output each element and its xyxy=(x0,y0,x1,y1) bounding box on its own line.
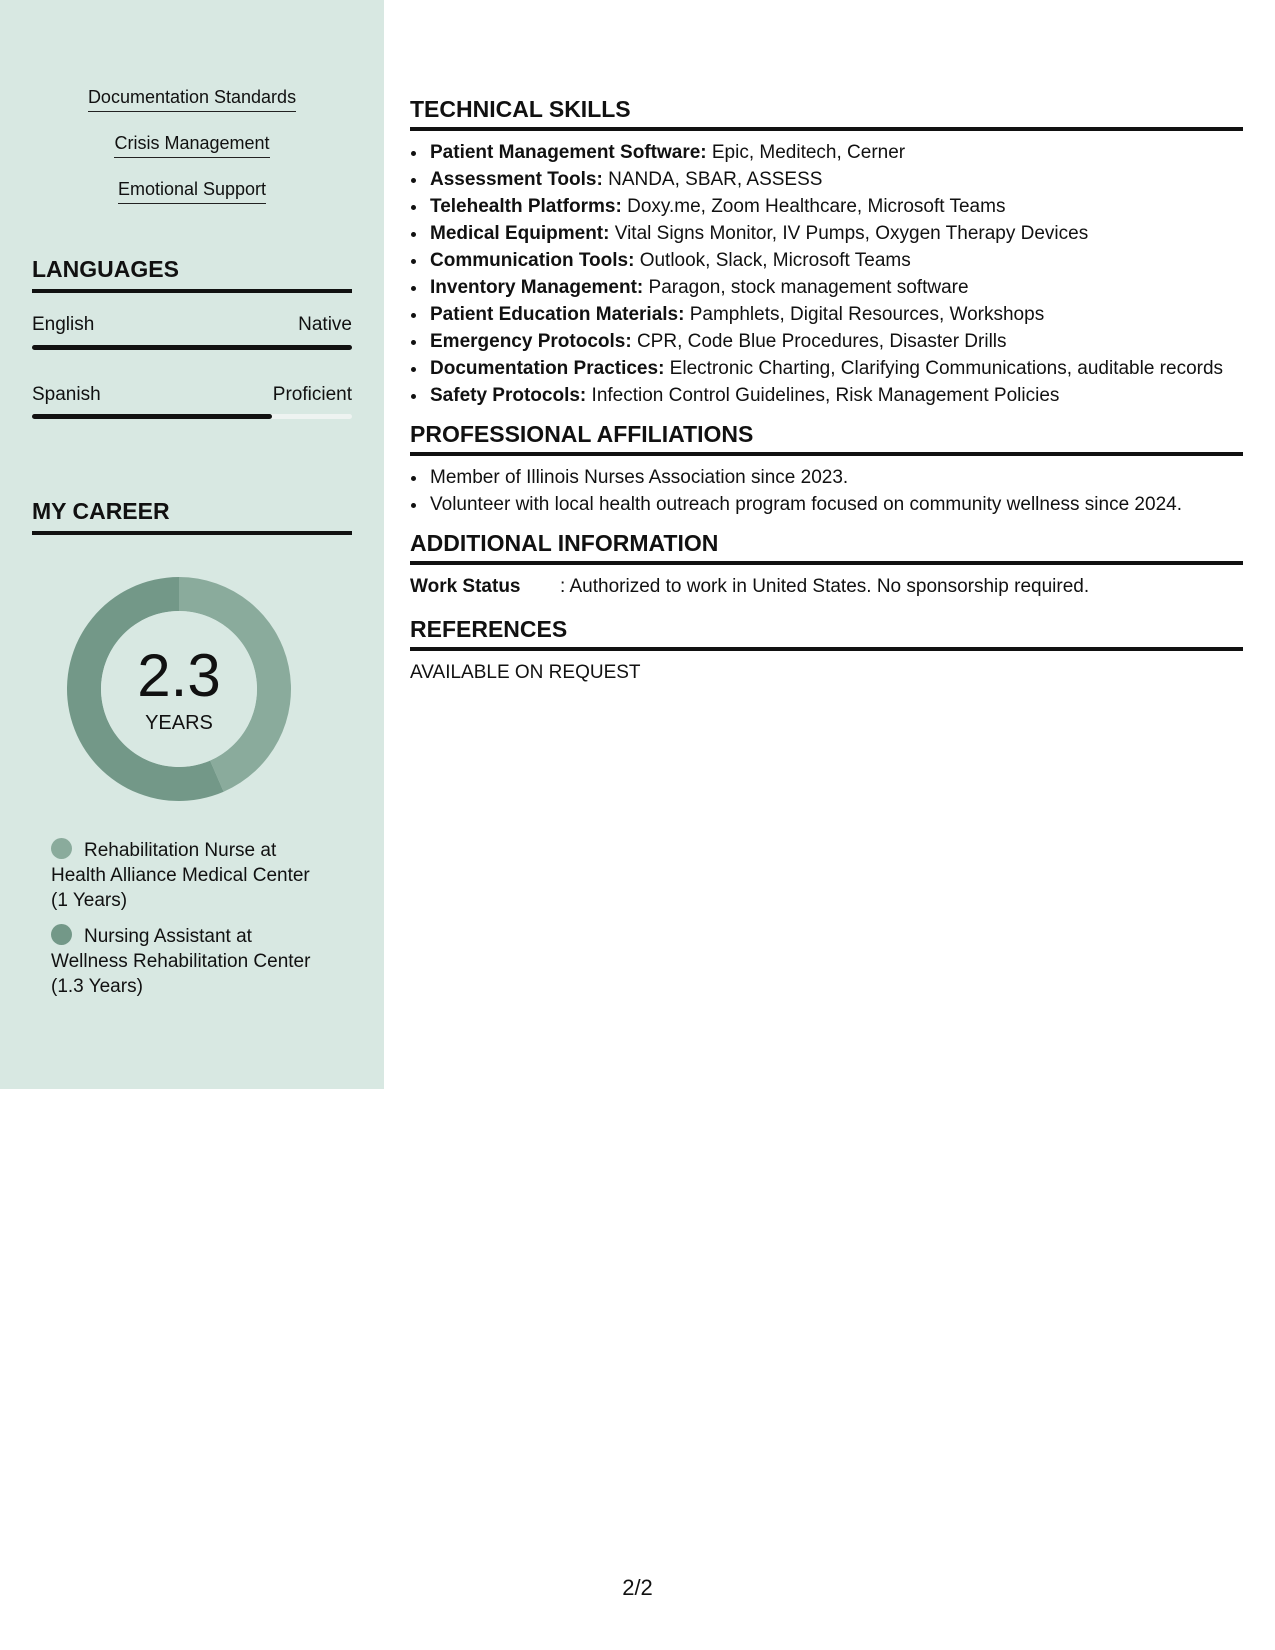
technical-skill-label: Communication Tools: xyxy=(430,250,635,271)
language-bar xyxy=(32,414,352,419)
technical-skill-label: Telehealth Platforms: xyxy=(430,196,622,217)
language-bar-fill xyxy=(32,414,272,419)
technical-skill-value: Vital Signs Monitor, IV Pumps, Oxygen Therapy Devices xyxy=(609,223,1089,244)
career-entry xyxy=(51,924,321,999)
technical-skill-label: Safety Protocols: xyxy=(430,385,587,406)
technical-skill-value: Epic, Meditech, Cerner xyxy=(706,142,906,163)
language-row xyxy=(32,384,352,406)
language-name: Spanish xyxy=(32,384,101,405)
skill-tag: Emotional Support xyxy=(118,178,266,204)
technical-skill-value: Infection Control Guidelines, Risk Management Policies xyxy=(586,385,1060,406)
technical-skill-item xyxy=(428,274,1243,301)
technical-skill-value: Doxy.me, Zoom Healthcare, Microsoft Teams xyxy=(621,196,1006,217)
sidebar xyxy=(0,0,384,1089)
career-entry-text: Rehabilitation Nurse at Health Alliance Medical Center (1 Years) xyxy=(51,840,310,911)
career-entry xyxy=(51,838,321,913)
technical-skill-label: Patient Education Materials: xyxy=(430,304,685,325)
language-level: Native xyxy=(298,314,352,335)
skill-tag: Crisis Management xyxy=(114,132,269,158)
technical-skill-item xyxy=(428,247,1243,274)
technical-skill-value: Pamphlets, Digital Resources, Workshops xyxy=(684,304,1045,325)
affiliation-item: • Member of Illinois Nurses Association since 2023. xyxy=(428,464,1243,491)
career-heading: MY CAREER xyxy=(32,498,352,535)
technical-skill-item xyxy=(428,355,1243,382)
technical-skill-label: Patient Management Software: xyxy=(430,142,707,163)
technical-skill-item xyxy=(428,193,1243,220)
languages-heading: LANGUAGES xyxy=(32,256,352,293)
technical-skill-value: Outlook, Slack, Microsoft Teams xyxy=(634,250,911,271)
skill-tags xyxy=(32,86,352,224)
technical-skill-value: NANDA, SBAR, ASSESS xyxy=(602,169,823,190)
language-bar xyxy=(32,345,352,350)
main-content xyxy=(410,96,1243,686)
technical-skill-label: Assessment Tools: xyxy=(430,169,603,190)
page-number: 2/2 xyxy=(622,1575,653,1600)
skill-tag: Documentation Standards xyxy=(88,86,296,112)
affiliation-item: • Volunteer with local health outreach program focused on community wellness since 2024. xyxy=(428,491,1243,518)
language-bar-fill xyxy=(32,345,352,350)
technical-skills-list xyxy=(410,139,1243,409)
technical-skill-label: Inventory Management: xyxy=(430,277,644,298)
technical-skills-heading: TECHNICAL SKILLS xyxy=(410,96,1243,131)
references-value: AVAILABLE ON REQUEST xyxy=(410,662,641,683)
references-heading: REFERENCES xyxy=(410,616,1243,651)
technical-skill-item xyxy=(428,328,1243,355)
technical-skill-label: Medical Equipment: xyxy=(430,223,610,244)
affiliations-heading: PROFESSIONAL AFFILIATIONS xyxy=(410,421,1243,456)
additional-info-heading: ADDITIONAL INFORMATION xyxy=(410,530,1243,565)
technical-skill-value: CPR, Code Blue Procedures, Disaster Drills xyxy=(631,331,1007,352)
technical-skill-value: Paragon, stock management software xyxy=(643,277,969,298)
career-entry-text: Nursing Assistant at Wellness Rehabilitation Center (1.3 Years) xyxy=(51,926,311,997)
work-status-label: Work Status xyxy=(410,576,521,597)
technical-skill-item xyxy=(428,220,1243,247)
language-name: English xyxy=(32,314,95,335)
language-row xyxy=(32,314,352,336)
technical-skill-item xyxy=(428,301,1243,328)
work-status-row xyxy=(410,573,1243,600)
technical-skill-item xyxy=(428,382,1243,409)
technical-skill-item xyxy=(428,166,1243,193)
technical-skill-item xyxy=(428,139,1243,166)
work-status-value: : Authorized to work in United States. No sponsorship required. xyxy=(560,576,1090,597)
career-total-years: 2.3 xyxy=(137,642,221,709)
technical-skill-label: Documentation Practices: xyxy=(430,358,665,379)
career-legend-dot xyxy=(51,838,72,859)
technical-skill-value: Electronic Charting, Clarifying Communications, auditable records xyxy=(664,358,1224,379)
career-legend-dot xyxy=(51,924,72,945)
language-level: Proficient xyxy=(272,384,352,405)
career-donut-center xyxy=(64,574,294,804)
career-years-unit: YEARS xyxy=(145,712,213,734)
affiliations-list xyxy=(410,464,1243,518)
technical-skill-label: Emergency Protocols: xyxy=(430,331,632,352)
